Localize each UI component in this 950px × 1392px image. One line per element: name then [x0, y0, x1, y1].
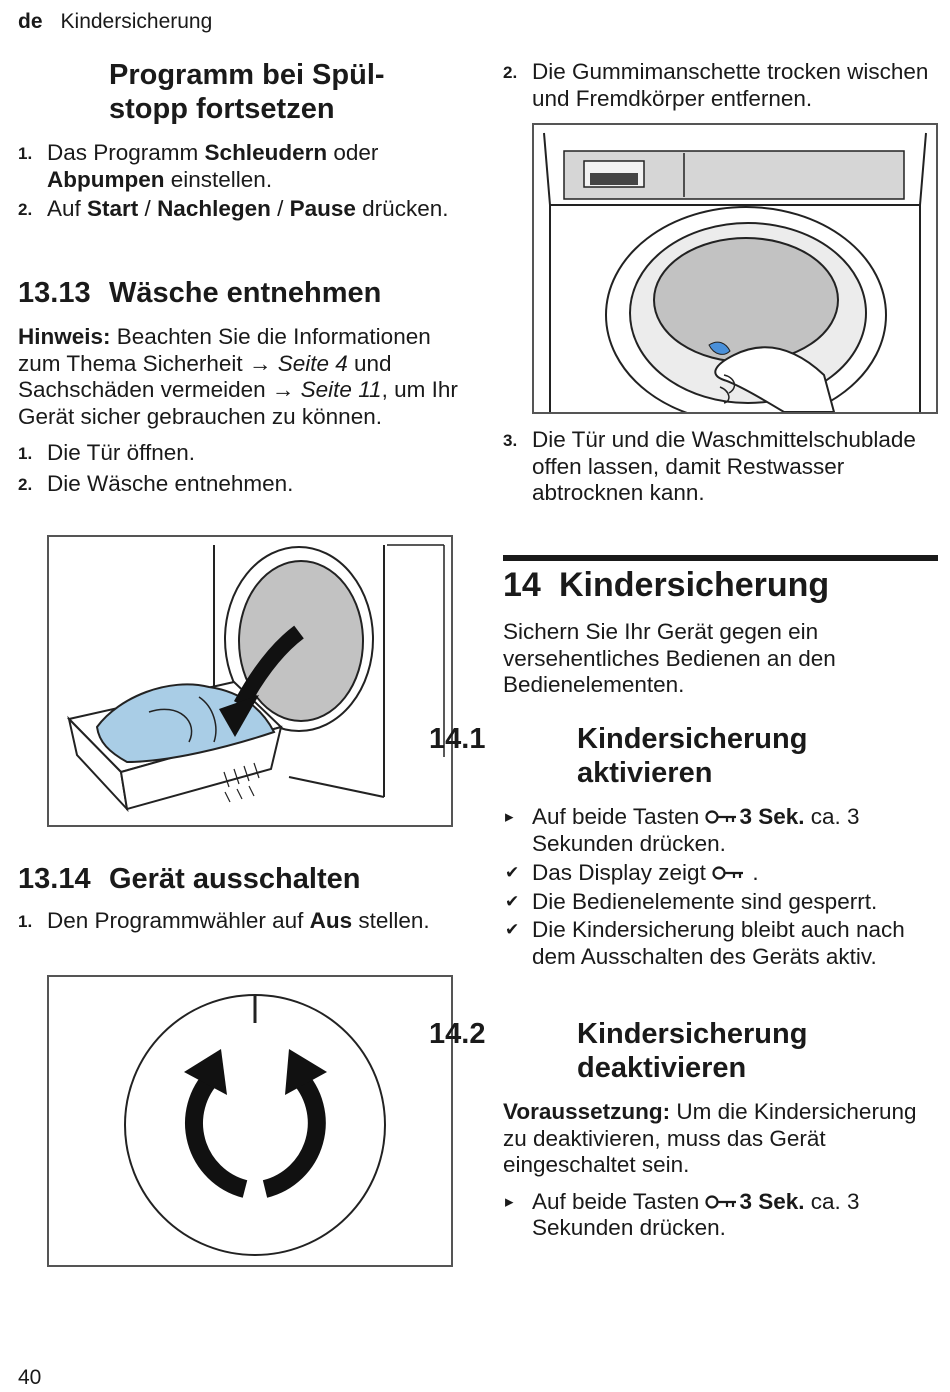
step-item: 2. Auf Start / Nachlegen / Pause drücken.	[18, 196, 458, 223]
step-number: 2.	[18, 200, 33, 219]
heading-14-1	[429, 722, 938, 790]
heading-text: Kindersicherung deaktivieren	[577, 1018, 808, 1084]
gasket-cleaning-illustration	[532, 123, 938, 414]
checkmark-icon: ✔	[505, 863, 520, 882]
prerequisite-paragraph: Voraussetzung: Um die Kindersicherung zu deaktivieren, muss das Gerät eingeschaltet sein.	[503, 1099, 917, 1177]
action-item: ▸ Auf beide Tasten 3 Sek. ca. 3 Sekunden drücken.	[505, 1188, 860, 1240]
section-13-14	[18, 862, 458, 935]
step-item: 2. Die Wäsche entnehmen.	[18, 471, 458, 498]
step-number: 1.	[18, 144, 33, 163]
steps-13-13	[18, 440, 458, 497]
action-list	[503, 1189, 938, 1242]
step-number: 1.	[18, 444, 33, 463]
selector-dial-drawing	[49, 977, 451, 1265]
laundry-illustration	[47, 535, 453, 827]
step-number: 2.	[18, 474, 33, 494]
heading-13-14	[18, 862, 458, 896]
right-step-3	[503, 427, 938, 507]
header-section: Kindersicherung	[60, 10, 213, 33]
arrow-right-icon: →	[271, 377, 295, 402]
heading-text: Programm bei Spül-stopp fortsetzen	[109, 59, 385, 125]
heading-number: 14.2	[429, 1018, 486, 1050]
heading-number: 13.14	[18, 863, 91, 895]
washer-door-drawing	[534, 125, 936, 412]
page-reference-link[interactable]: Seite 11	[294, 377, 382, 402]
heading-number	[18, 58, 109, 92]
steps-right-top	[503, 59, 938, 112]
chapter-divider	[503, 555, 938, 561]
step-item: 3. Die Tür und die Waschmittelschublade offen lassen, damit Restwasser abtrocknen kann.	[503, 427, 916, 505]
steps-13-12	[18, 140, 458, 223]
page-number: 40	[18, 1366, 42, 1389]
result-item: ✔ Die Bedienelemente sind gesperrt.	[505, 888, 878, 914]
result-item: ✔ Die Kindersicherung bleibt auch nach dem Ausschalten des Geräts aktiv.	[505, 917, 905, 969]
chapter-intro: Sichern Sie Ihr Gerät gegen ein versehentliches Bedienen an den Bedienelementen.	[503, 619, 836, 697]
step-number: 3.	[503, 431, 518, 450]
section-13-12	[18, 58, 458, 223]
language-code: de	[18, 10, 43, 33]
key-icon	[705, 1194, 739, 1210]
heading-text: Wäsche entnehmen	[109, 277, 382, 309]
step-item: 1. Den Programmwähler auf Aus stellen.	[18, 908, 458, 935]
right-step-2	[503, 59, 938, 112]
heading-number: 14.1	[429, 723, 486, 755]
heading-number: 14	[503, 566, 541, 604]
heading-13-13	[18, 276, 458, 310]
triangle-bullet-icon: ▸	[505, 1191, 514, 1211]
action-list	[503, 804, 938, 857]
checkmark-icon: ✔	[505, 920, 520, 939]
section-13-13	[18, 276, 458, 497]
washer-basket-drawing	[49, 537, 451, 825]
heading-14	[503, 565, 938, 605]
program-selector-illustration	[47, 975, 453, 1267]
checkmark-icon: ✔	[505, 891, 520, 911]
heading-number: 13.13	[18, 277, 91, 309]
section-14-2	[429, 1017, 938, 1242]
chapter-14	[503, 565, 938, 699]
running-header	[18, 10, 212, 34]
heading-text: Gerät ausschalten	[109, 863, 361, 895]
steps-right-bottom	[503, 427, 938, 507]
result-item: ✔ Das Display zeigt .	[505, 860, 759, 885]
step-item: 1. Die Tür öffnen.	[18, 440, 458, 467]
step-item: 2. Die Gummimanschette trocken wischen und Fremdkörper entfernen.	[503, 59, 929, 111]
section-14-1	[429, 722, 938, 970]
steps-13-14	[18, 908, 458, 935]
result-list	[503, 860, 938, 970]
note-paragraph: Hinweis: Beachten Sie die Informationen zum Thema Sicherheit → Seite 4 und Sachschäden vermeiden → Seite 11, um Ihr Gerät sicher gebrauchen zu können.	[18, 324, 458, 429]
key-icon	[712, 865, 746, 881]
page-reference-link[interactable]: Seite 4	[271, 350, 348, 376]
heading-text: Kindersicherung	[559, 566, 830, 604]
heading-text: Kindersicherung aktivieren	[577, 723, 808, 789]
action-item: ▸ Auf beide Tasten 3 Sek. ca. 3 Sekunden drücken.	[505, 804, 860, 856]
triangle-bullet-icon: ▸	[505, 807, 514, 826]
heading-13-12	[18, 58, 458, 126]
prerequisite-label: Voraussetzung:	[503, 1099, 671, 1124]
heading-14-2	[429, 1017, 938, 1085]
step-number: 2.	[503, 63, 518, 82]
key-icon	[705, 809, 739, 825]
note-label: Hinweis:	[18, 324, 111, 349]
arrow-right-icon: →	[248, 350, 272, 376]
step-number: 1.	[18, 912, 33, 931]
step-item: 1. Das Programm Schleudern oder Abpumpen einstellen.	[18, 140, 379, 192]
